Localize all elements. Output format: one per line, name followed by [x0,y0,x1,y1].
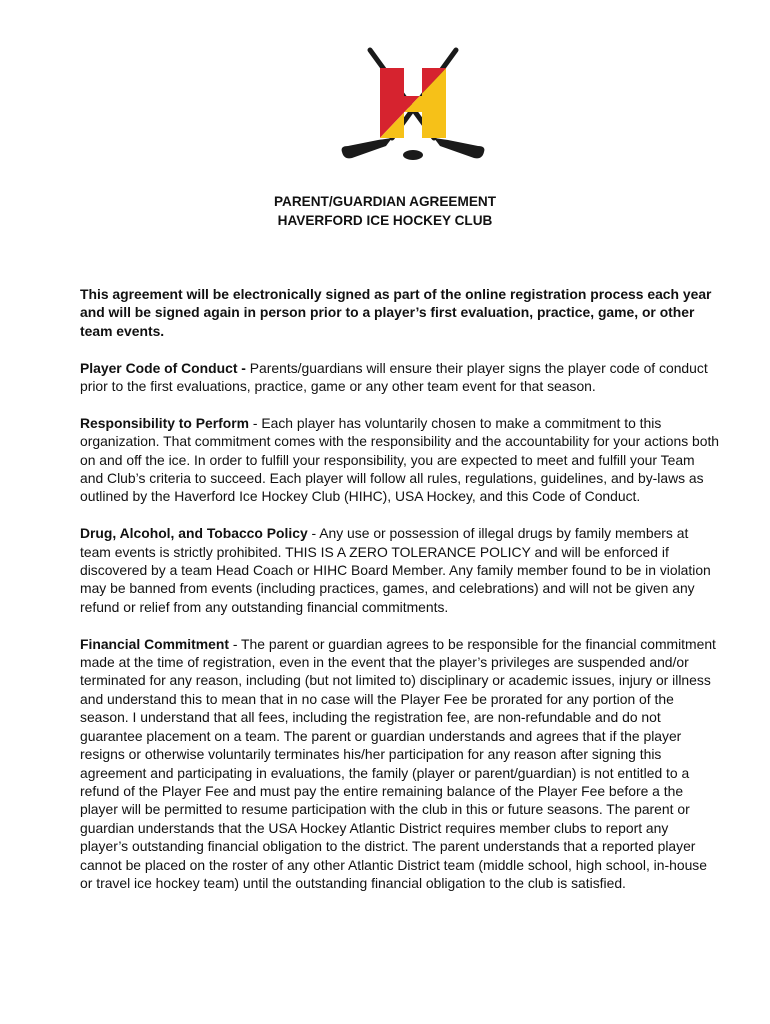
title-line-club: HAVERFORD ICE HOCKEY CLUB [277,213,493,228]
section-heading: Drug, Alcohol, and Tobacco Policy [80,525,308,542]
section-drug-alcohol-tobacco-policy [80,524,720,616]
section-text: - The parent or guardian agrees to be responsible for the financial commitment made at the time of registration, even in the event that the player’s privileges are suspended and/or terminated for any reason, including (but not limited to) disciplinary or academic issues, injury or illness and understand this to mean that in no case will the Player Fee be prorated for any portion of the season. I understand that all fees, including the registration fee, are non-refundable and do not guarantee placement on a team. The parent or guardian understands and agrees that if the player resigns or otherwise voluntarily terminates his/her participation for any reason after signing this agreement and participating in evaluations, the family (player or parent/guardian) is not entitled to a refund of the Player Fee and must pay the entire remaining balance of the Player Fee before a the player will be permitted to resume participation with the club in this or future seasons. The parent or guardian understands that the USA Hockey Atlantic District requires member clubs to report any player’s outstanding financial obligation to the district. The parent understands that a reported player cannot be placed on the roster of any other Atlantic District team (middle school, high school, in-house or travel ice hockey team) until the outstanding financial obligation to the club is satisfied. [80,635,716,891]
title-line-agreement: PARENT/GUARDIAN AGREEMENT [273,194,497,209]
section-text: - Any use or possession of illegal drugs by family members at team events is strictly prohibited. THIS IS A ZERO TOLERANCE POLICY and will be enforced if discovered by a team Head Coach or HIHC Board Member. Any family member found to be in violation may be banned from events (including practices, games, and celebrations) and will not be given any refund or relief from any outstanding financial commitments. [80,525,711,615]
section-text: Parents/guardians will ensure their player signs the player code of conduct prior to the first evaluations, practice, game or any other team event for that season. [80,359,708,395]
agreement-body [80,285,720,911]
section-player-code-of-conduct [80,359,720,396]
haverford-ice-hockey-club-logo [336,46,490,170]
section-financial-commitment [80,635,720,893]
section-heading: Player Code of Conduct - [80,359,246,376]
document-title [0,192,770,230]
section-responsibility-to-perform [80,414,720,506]
intro-paragraph: This agreement will be electronically signed as part of the online registration process each year and will be signed again in person prior to a player’s first evaluation, practice, game, or other team events. [80,286,712,339]
hockey-puck-icon [403,150,423,160]
h-letter-icon [376,64,450,142]
section-heading: Responsibility to Perform [80,414,250,431]
section-heading: Financial Commitment [80,635,229,652]
section-text: - Each player has voluntarily chosen to make a commitment to this organization. That commitment comes with the responsibility and the accountability for your actions both on and off the ice. In order to fulfill your responsibility, you are expected to meet and fulfill your Team and Club’s criteria to succeed. Each player will follow all rules, regulations, guidelines, and by-laws as outlined by the Haverford Ice Hockey Club (HIHC), USA Hockey, and this Code of Conduct. [80,414,720,505]
